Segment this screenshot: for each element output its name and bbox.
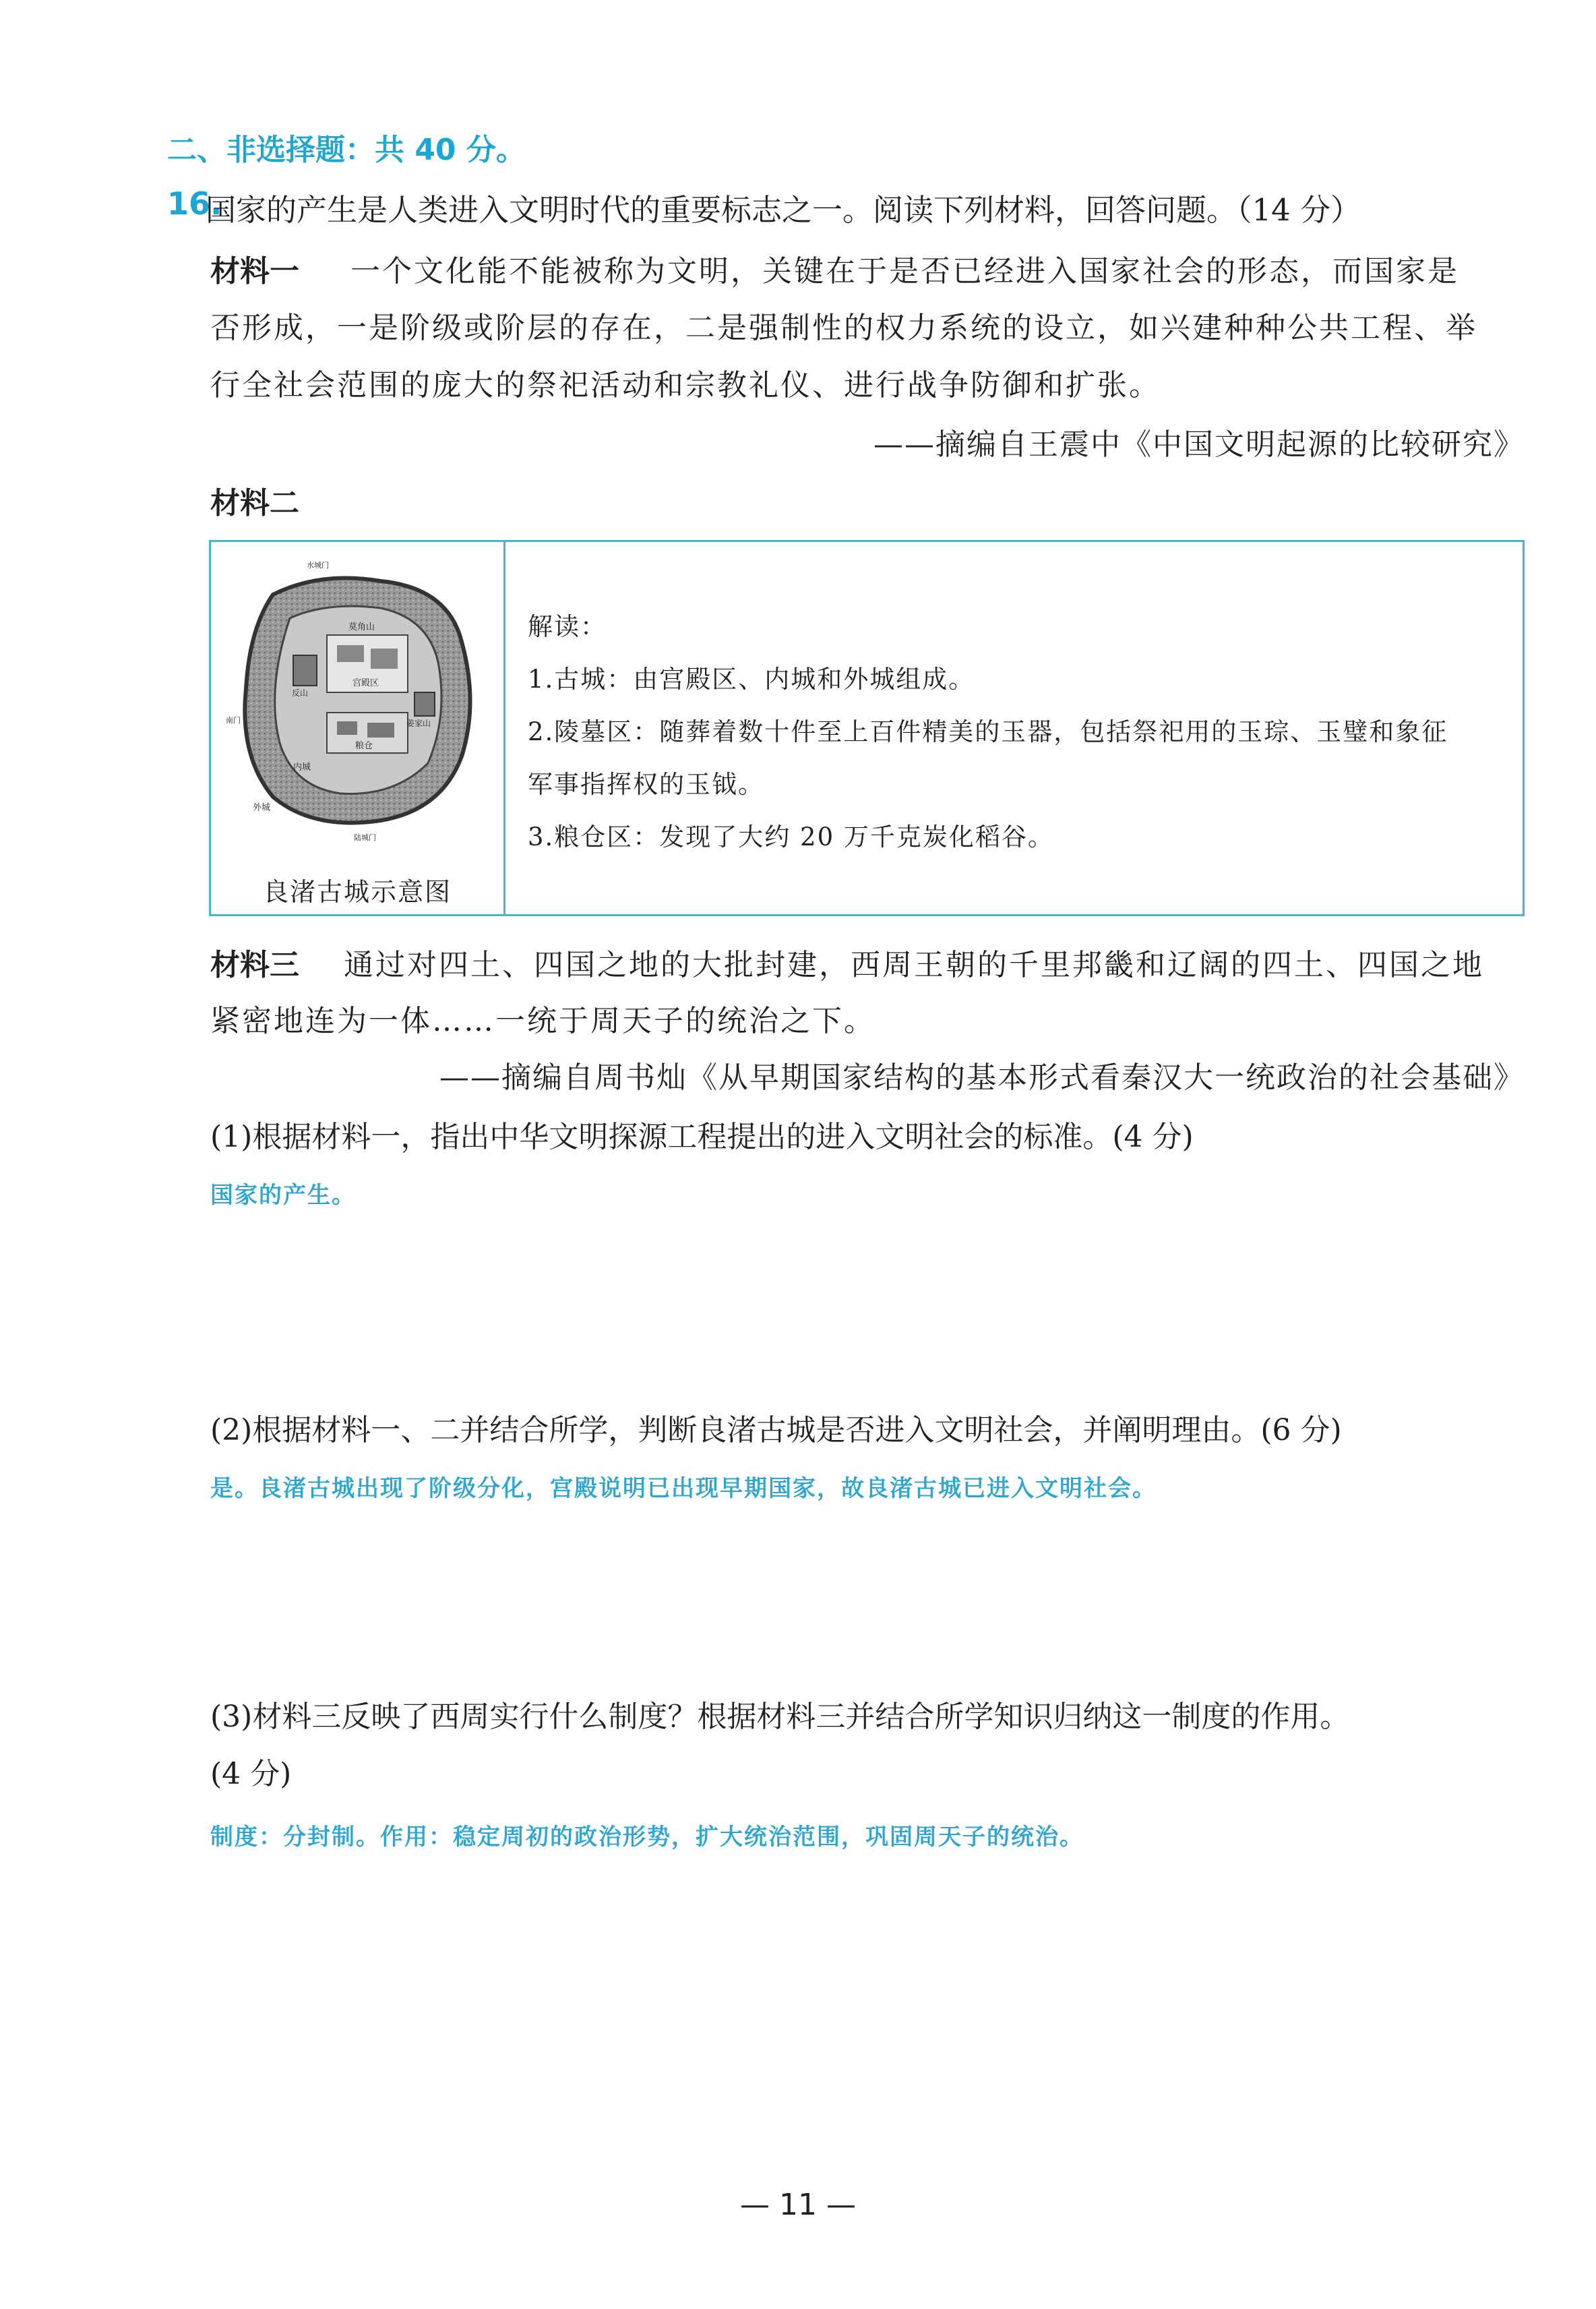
material1-source: ——摘编自王震中《中国文明起源的比较研究》 bbox=[873, 427, 1525, 462]
box-divider bbox=[503, 542, 505, 914]
map-label-inner-city: 内城 bbox=[293, 762, 311, 773]
section-title: 二、非选择题：共 40 分。 bbox=[167, 133, 526, 167]
map-label-mojiaoshan: 莫角山 bbox=[348, 622, 375, 632]
page-number: — 11 — bbox=[740, 2188, 856, 2222]
map-label-fanshan: 反山 bbox=[292, 688, 309, 698]
map-label-land-gate: 陆城门 bbox=[354, 833, 376, 842]
material1-line-2: 否形成，一是阶级或阶层的存在，二是强制性的权力系统的设立，如兴建种种公共工程、举 bbox=[210, 311, 1477, 345]
material2-box bbox=[209, 540, 1525, 916]
map-label-jiangjiashan: 姜家山 bbox=[406, 719, 431, 728]
sub-question-1: (1)根据材料一，指出中华文明探源工程提出的进入文明社会的标准。(4 分) bbox=[210, 1120, 1194, 1154]
liangzhu-city-map bbox=[226, 554, 490, 844]
material1-label: 材料一 bbox=[210, 254, 299, 289]
map-label-granary: 粮仓 bbox=[355, 741, 373, 751]
sub-question-3: (3)材料三反映了西周实行什么制度？根据材料三并结合所学知识归纳这一制度的作用。 bbox=[210, 1700, 1350, 1734]
material2-label: 材料二 bbox=[210, 486, 299, 520]
interpretation-heading: 解读： bbox=[528, 612, 607, 641]
map-label-water-gate: 水城门 bbox=[307, 561, 329, 570]
map-label-outer-city: 外城 bbox=[253, 803, 271, 813]
material1-line-1: 一个文化能不能被称为文明，关键在于是否已经进入国家社会的形态，而国家是 bbox=[350, 254, 1459, 289]
interpretation-item-3: 3.粮仓区：发现了大约 20 万千克炭化稻谷。 bbox=[528, 822, 1054, 851]
interpretation-item-2-cont: 军事指挥权的玉钺。 bbox=[528, 770, 764, 799]
map-label-palace: 宫殿区 bbox=[352, 678, 379, 688]
answer-1: 国家的产生。 bbox=[210, 1182, 356, 1209]
question-number: 16. bbox=[167, 185, 222, 222]
material3-label: 材料三 bbox=[210, 948, 299, 982]
sub-question-3-cont: (4 分) bbox=[210, 1757, 292, 1791]
answer-2: 是。良渚古城出现了阶级分化，宫殿说明已出现早期国家，故良渚古城已进入文明社会。 bbox=[210, 1475, 1157, 1502]
sub-question-2: (2)根据材料一、二并结合所学，判断良渚古城是否进入文明社会，并阐明理由。(6 分) bbox=[210, 1413, 1342, 1447]
question-stem: 国家的产生是人类进入文明时代的重要标志之一。阅读下列材料，回答问题。（14 分） bbox=[206, 192, 1361, 228]
material3-source: ——摘编自周书灿《从早期国家结构的基本形式看秦汉大一统政治的社会基础》 bbox=[439, 1060, 1525, 1095]
material3-line-2: 紧密地连为一体……一统于周天子的统治之下。 bbox=[210, 1004, 876, 1038]
answer-3: 制度：分封制。作用：稳定周初的政治形势，扩大统治范围，巩固周天子的统治。 bbox=[210, 1824, 1084, 1851]
interpretation-item-2: 2.陵墓区：随葬着数十件至上百件精美的玉器，包括祭祀用的玉琮、玉璧和象征 bbox=[528, 717, 1448, 746]
map-label-south-gate: 南门 bbox=[226, 716, 241, 725]
material3-line-1: 通过对四土、四国之地的大批封建，西周王朝的千里邦畿和辽阔的四土、四国之地 bbox=[344, 948, 1484, 982]
interpretation-item-1: 1.古城：由宫殿区、内城和外城组成。 bbox=[528, 665, 975, 694]
map-caption: 良渚古城示意图 bbox=[262, 877, 452, 907]
material1-line-3: 行全社会范围的庞大的祭祀活动和宗教礼仪、进行战争防御和扩张。 bbox=[210, 368, 1161, 402]
